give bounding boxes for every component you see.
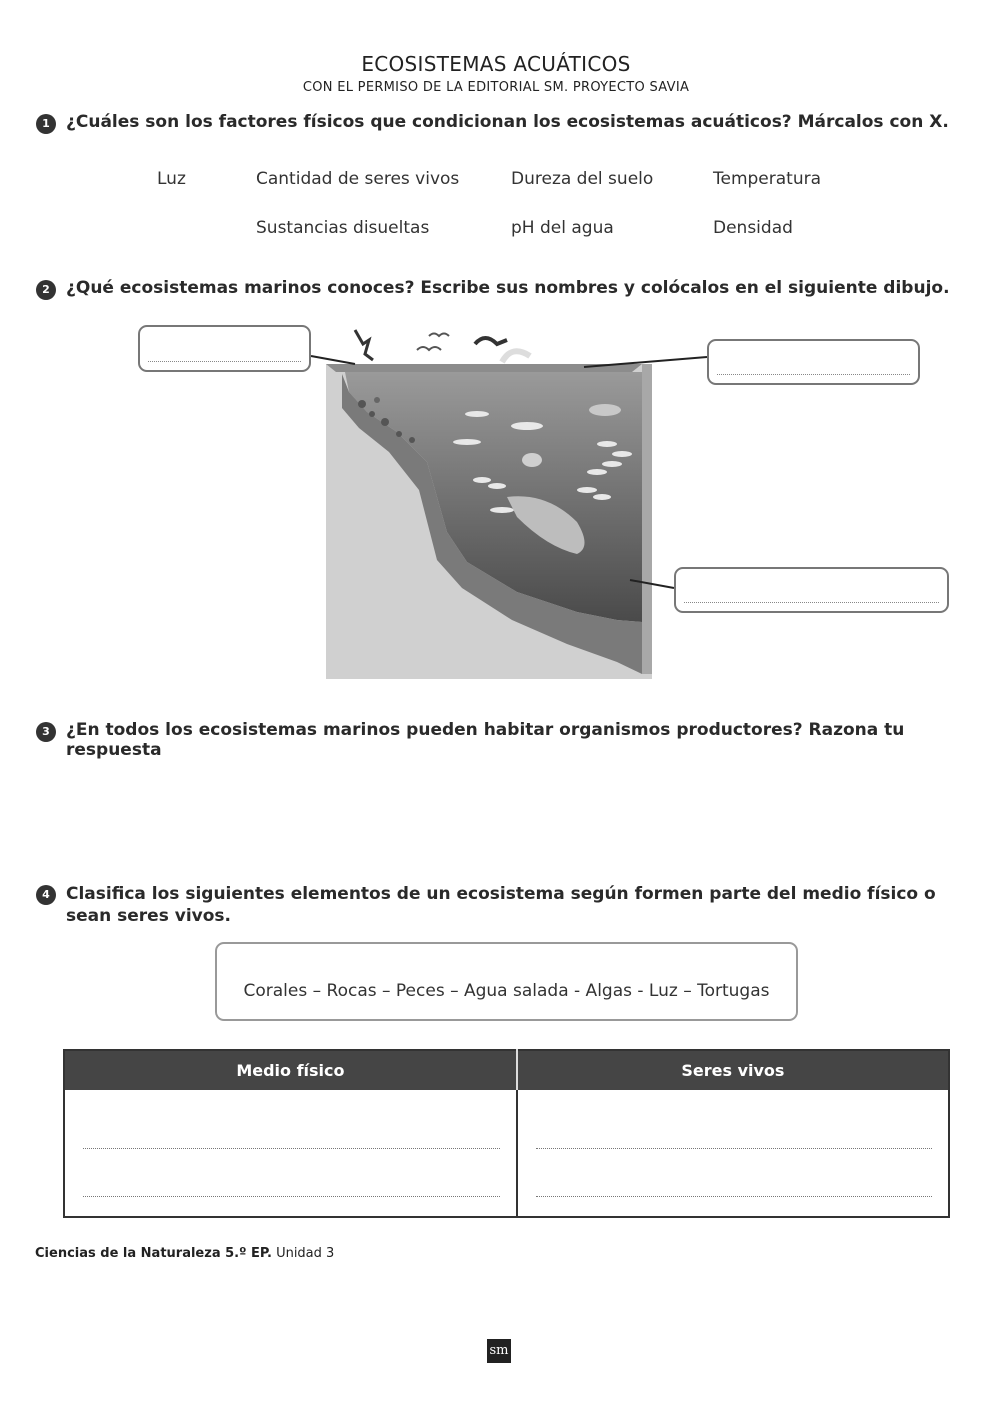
option-cantidad-seres-vivos[interactable]: Cantidad de seres vivos — [256, 169, 460, 189]
column-header-seres-vivos: Seres vivos — [517, 1050, 949, 1090]
question-number-badge: 3 — [36, 722, 56, 742]
answer-cell-seres-vivos[interactable] — [517, 1090, 949, 1217]
footer-unit: Unidad 3 — [276, 1246, 335, 1261]
question-3-text: ¿En todos los ecosistemas marinos pueden habitar organismos productores? Razona tu respuesta — [66, 720, 905, 760]
page-subtitle: CON EL PERMISO DE LA EDITORIAL SM. PROYECTO SAVIA — [302, 80, 690, 95]
option-densidad[interactable]: Densidad — [713, 218, 793, 238]
answer-line — [536, 1148, 932, 1149]
option-temperatura[interactable]: Temperatura — [713, 169, 822, 189]
ecosystem-label-box-deep-sea[interactable] — [674, 567, 949, 613]
word-bank-text: Corales – Rocas – Peces – Agua salada - Algas - Luz – Tortugas — [243, 981, 770, 1001]
question-number-badge: 4 — [36, 885, 56, 905]
answer-line — [83, 1196, 500, 1197]
classification-table — [63, 1049, 950, 1218]
option-sustancias-disueltas[interactable]: Sustancias disueltas — [256, 218, 430, 238]
answer-cell-medio-fisico[interactable] — [64, 1090, 517, 1217]
option-luz[interactable]: Luz — [157, 169, 186, 189]
question-2-text: ¿Qué ecosistemas marinos conoces? Escribe sus nombres y colócalos en el siguiente dibujo. — [66, 278, 950, 298]
question-number-badge: 2 — [36, 280, 56, 300]
publisher-logo: sm — [487, 1339, 511, 1363]
ecosystem-label-box-open-sea[interactable] — [707, 339, 920, 385]
answer-area-question-3[interactable] — [66, 752, 946, 862]
page-title: ECOSISTEMAS ACUÁTICOS — [361, 52, 631, 76]
question-4-text: Clasifica los siguientes elementos de un ecosistema según formen parte del medio físico o sean seres vivos. — [66, 884, 936, 926]
ecosystem-label-box-coast[interactable] — [138, 325, 311, 372]
answer-line — [83, 1148, 500, 1149]
word-bank-box — [215, 942, 798, 1021]
answer-line — [536, 1196, 932, 1197]
option-ph-agua[interactable]: pH del agua — [511, 218, 614, 238]
footer-course: Ciencias de la Naturaleza 5.º EP. — [35, 1246, 272, 1261]
option-dureza-suelo[interactable]: Dureza del suelo — [511, 169, 654, 189]
column-header-medio-fisico: Medio físico — [64, 1050, 517, 1090]
footer-reference — [35, 1246, 334, 1261]
question-number-badge: 1 — [36, 114, 56, 134]
question-1-text: ¿Cuáles son los factores físicos que condicionan los ecosistemas acuáticos? Márcalos con X. — [66, 112, 949, 132]
